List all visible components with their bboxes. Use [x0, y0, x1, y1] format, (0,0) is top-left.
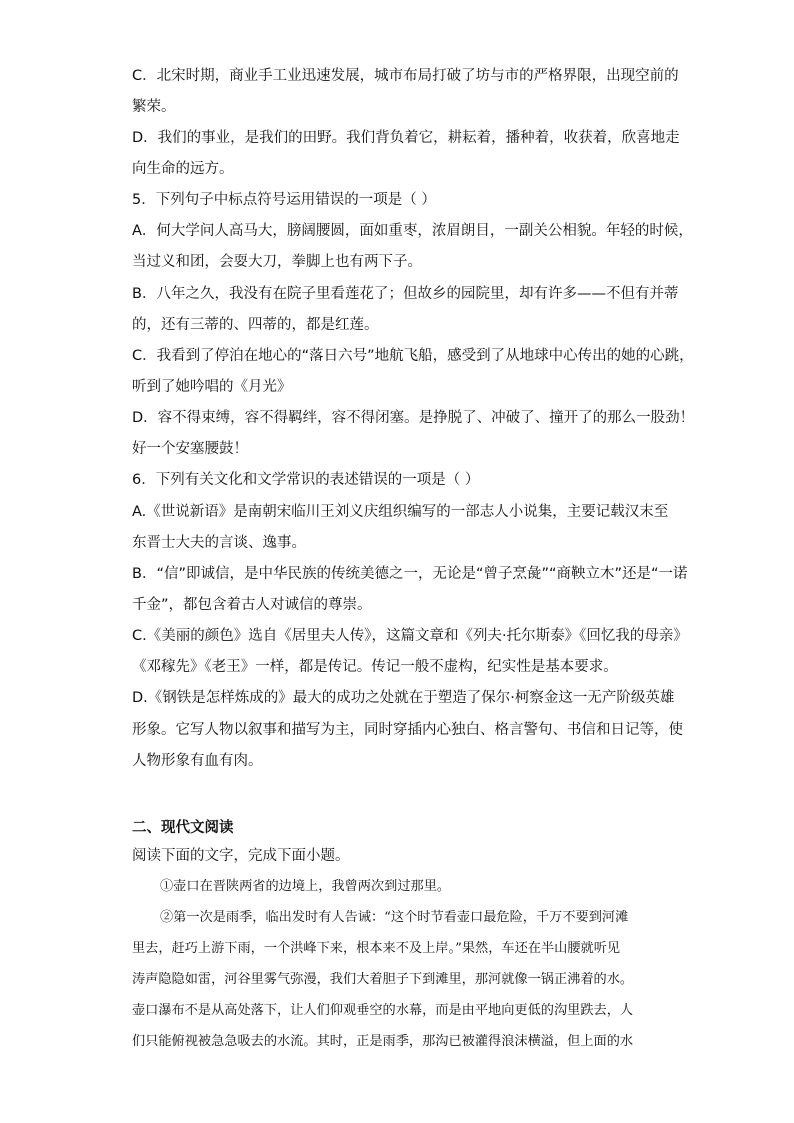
section-title: 二、现代文阅读	[132, 820, 234, 836]
reading-instruction: 阅读下面的文字，完成下面小题。	[132, 848, 350, 864]
q5-option-c-line-2: 听到了她吟唱的《月光》	[132, 379, 292, 395]
option-c-line-2: 繁荣。	[132, 99, 176, 115]
q6-option-b-line-2: 千金”，都包含着古人对诚信的尊崇。	[132, 597, 372, 613]
question-5: 5．下列句子中标点符号运用错误的一项是（ ）	[132, 192, 436, 208]
q5-option-c-line-1: C．我看到了停泊在地心的“落日六号”地航飞船，感受到了从地球中心传出的她的心跳，	[132, 348, 694, 364]
passage-paragraph-2-line-2: 里去，赶巧上游下雨，一个洪峰下来，根本来不及上岸。”果然，车还在半山腰就听见	[132, 941, 621, 956]
q5-option-a-line-1: A．何大学问人高马大，膀阔腰圆，面如重枣，浓眉朗目，一副关公相貌。年轻的时候，	[132, 223, 693, 239]
option-c-line-1: C．北宋时期，商业手工业迅速发展，城市布局打破了坊与市的严格界限，出现空前的	[132, 68, 679, 84]
q6-option-c-line-2: 《邓稼先》《老王》一样，都是传记。传记一般不虚构，纪实性是基本要求。	[132, 659, 618, 675]
q5-option-d-line-1: D．容不得束缚，容不得羁绊，容不得闭塞。是挣脱了、冲破了、撞开了的那么一股劲！	[132, 410, 695, 426]
q5-option-d-line-2: 好一个安塞腰鼓！	[132, 441, 248, 457]
question-6: 6．下列有关文化和文学常识的表述错误的一项是（ ）	[132, 472, 480, 488]
q6-option-b-line-1: B．“信”即诚信，是中华民族的传统美德之一，无论是“曾子烹彘”“商鞅立木”还是“一诺	[132, 566, 688, 582]
passage-paragraph-2-line-1: ②第一次是雨季，临出发时有人告诫：“这个时节看壶口最危险，千万不要到河滩	[160, 910, 629, 925]
passage-paragraph-2-line-3: 涛声隐隐如雷，河谷里雾气弥漫，我们大着胆子下到滩里，那河就像一锅正沸着的水。	[132, 972, 634, 987]
passage-paragraph-2-line-5: 们只能俯视被急急吸去的水流。其时，正是雨季，那沟已被灌得浪沫横溢，但上面的水	[132, 1034, 634, 1049]
q6-option-d-line-1: D.《钢铁是怎样炼成的》最大的成功之处就在于塑造了保尔·柯察金这一无产阶级英雄	[132, 690, 675, 706]
q5-option-b-line-2: 的，还有三蒂的、四蒂的，都是红莲。	[132, 317, 379, 333]
option-d-line-1: D．我们的事业，是我们的田野。我们背负着它，耕耘着，播种着，收获着，欣喜地走	[132, 130, 680, 146]
q6-option-d-line-3: 人物形象有血有肉。	[132, 753, 263, 769]
q5-option-b-line-1: B．八年之久，我没有在院子里看莲花了；但故乡的园院里，却有许多——不但有并蒂	[132, 286, 679, 302]
passage-paragraph-1: ①壶口在晋陕两省的边境上，我曾两次到过那里。	[160, 879, 451, 894]
passage-paragraph-2-line-4: 壶口瀑布不是从高处落下，让人们仰观垂空的水幕，而是由平地向更低的沟里跌去，人	[132, 1003, 634, 1018]
q6-option-a-line-1: A.《世说新语》是南朝宋临川王刘义庆组织编写的一部志人小说集，主要记载汉末至	[132, 504, 669, 520]
option-d-line-2: 向生命的远方。	[132, 161, 234, 177]
q6-option-c-line-1: C.《美丽的颜色》选自《居里夫人传》，这篇文章和《列夫·托尔斯泰》《回忆我的母亲》	[132, 628, 688, 644]
q5-option-a-line-2: 当过义和团，会耍大刀，拳脚上也有两下子。	[132, 254, 422, 270]
q6-option-d-line-2: 形象。它写人物以叙事和描写为主，同时穿插内心独白、格言警句、书信和日记等，使	[132, 722, 683, 738]
q6-option-a-line-2: 东晋士大夫的言谈、逸事。	[132, 535, 306, 551]
